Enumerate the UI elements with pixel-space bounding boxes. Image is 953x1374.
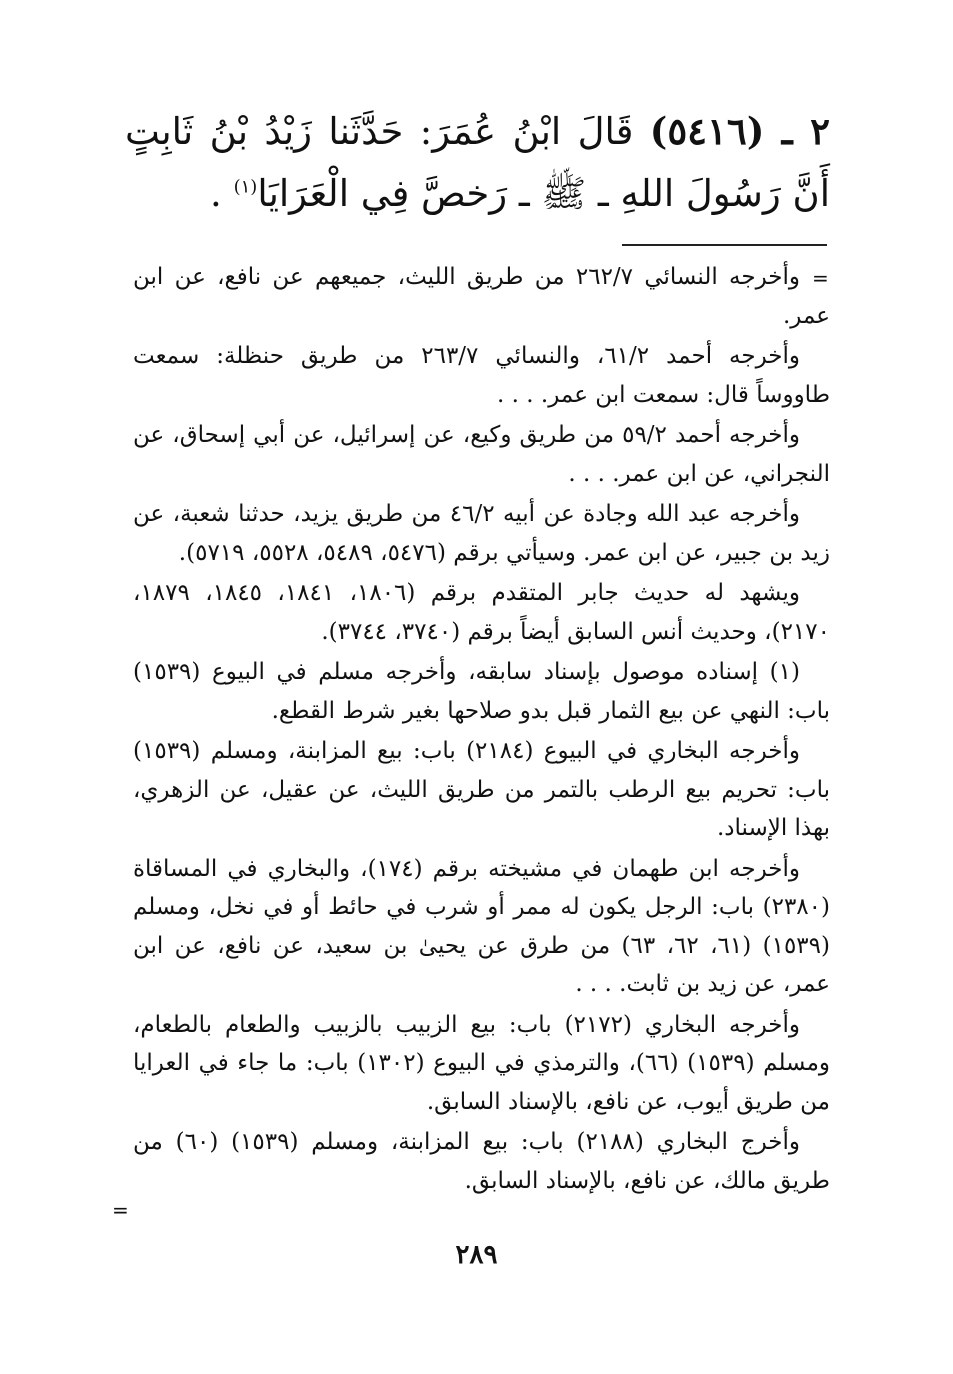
footnotes [133, 258, 830, 1202]
continuation-marker-top: = [812, 266, 829, 290]
footnote-paragraph: وأخرجه أحمد ٥٩/٢ من طريق وكيع، عن إسرائيل، عن أبي إسحاق، عن النجراني، عن ابن عمر. . . . [133, 422, 830, 487]
hadith-text [125, 100, 830, 225]
hadith-number: ٢ ـ (٥٤١٦) [649, 109, 831, 153]
footnote-paragraph: وأخرجه النسائي ٢٦٢/٧ من طريق الليث، جميعهم عن نافع، عن ابن عمر. [133, 264, 830, 329]
hadith-end: . [210, 172, 234, 215]
hadith-body: قَالَ ابْنُ عُمَرَ: حَدَّثَنا زَيْدُ بْنُ ثَابِتٍ أَنَّ رَسُولَ اللهِ ـ ﷺ ـ رَخصَّ فِي الْعَرَايَا [125, 110, 830, 215]
continuation-marker-bottom: = [112, 1198, 129, 1222]
footnote-paragraph: وأخرجه البخاري (٢١٧٢) باب: بيع الزبيب بالزبيب والطعام بالطعام، ومسلم (١٥٣٩) (٦٦)، والترمذي في البيوع (١٣٠٢) باب: ما جاء في العرايا من طريق أيوب، عن نافع، بالإسناد السابق. [133, 1011, 830, 1115]
footnote-divider [622, 244, 827, 246]
footnote-paragraph: وأخرج البخاري (٢١٨٨) باب: بيع المزابنة، ومسلم (١٥٣٩) (٦٠) من طريق مالك، عن نافع، بالإسناد السابق. [133, 1129, 830, 1194]
footnote-paragraph: وأخرجه البخاري في البيوع (٢١٨٤) باب: بيع المزابنة، ومسلم (١٥٣٩) باب: تحريم بيع الرطب بالتمر من طريق الليث، عن عقيل، عن الزهري، بهذا الإسناد. [133, 738, 830, 841]
footnote-paragraph: وأخرجه أحمد ٦١/٢، والنسائي ٢٦٣/٧ من طريق حنظلة: سمعت طاووساً قال: سمعت ابن عمر. . . . [133, 343, 830, 408]
page-number: ٢٨٩ [455, 1240, 498, 1270]
footnote-ref: (١) [233, 176, 258, 198]
footnote-paragraph: (١) إسناده موصول بإسناد سابقه، وأخرجه مسلم في البيوع (١٥٣٩) باب: النهي عن بيع الثمار قبل بدو صلاحها بغير شرط القطع. [133, 659, 830, 724]
footnote-paragraph: ويشهد له حديث جابر المتقدم برقم (١٨٠٦، ١٨٤١، ١٨٤٥، ١٨٧٩، ٢١٧٠)، وحديث أنس السابق أيضاً برقم (٣٧٤٠، ٣٧٤٤). [133, 580, 830, 645]
footnote-paragraph: وأخرجه ابن طهمان في مشيخته برقم (١٧٤)، والبخاري في المساقاة (٢٣٨٠) باب: الرجل يكون له ممر أو شرب في حائط أو في نخل، ومسلم (١٥٣٩) (٦١، ٦٢، ٦٣) من طرق عن يحيىٰ بن سعيد، عن نافع، عن ابن عمر، عن زيد بن ثابت. . . . [133, 855, 830, 997]
footnote-paragraph: وأخرجه عبد الله وجادة عن أبيه ٤٦/٢ من طريق يزيد، حدثنا شعبة، عن زيد بن جبير، عن ابن عمر. وسيأتي برقم (٥٤٧٦، ٥٤٨٩، ٥٥٢٨، ٥٧١٩). [133, 501, 830, 566]
